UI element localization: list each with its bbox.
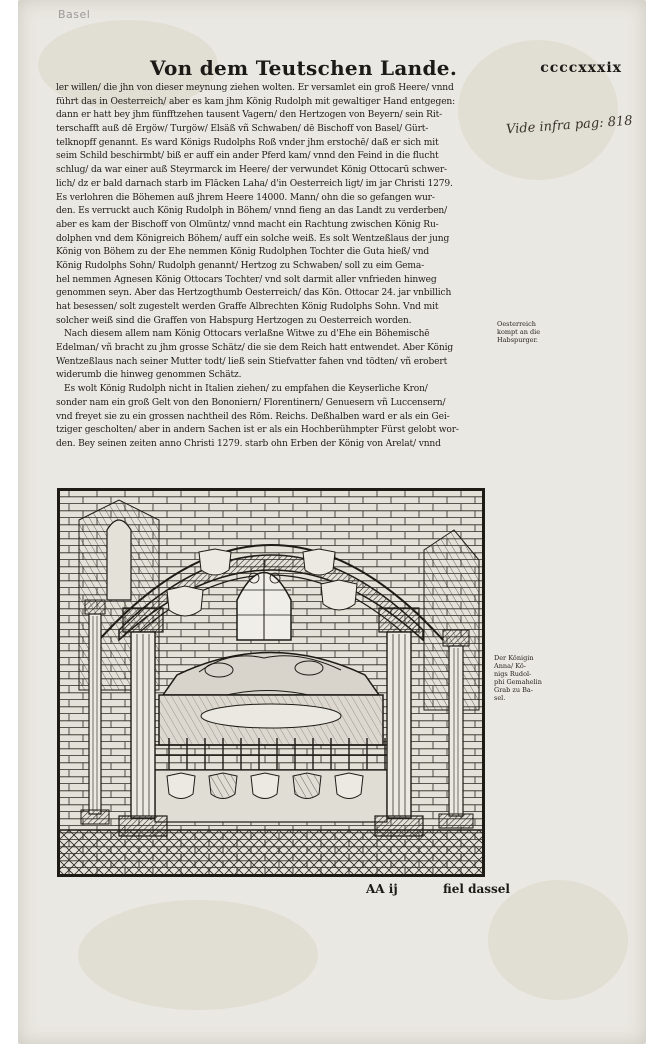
text-line: genommen seyn. Aber das Hertzogthumb Oesterreich/ das Kön. Ottocar 24. jar vnbillich: [56, 288, 452, 299]
text-line: sonder nam ein groß Gelt von den Bononiern/ Florentinern/ Genuesern vñ Luccensern/: [56, 397, 446, 408]
text-line: Wentzeßlaus nach seiner Mutter todt/ ließ sein Stiefvatter fahen vnd tödten/ vñ erobert: [56, 356, 448, 367]
margin-note-line: Oesterreich: [497, 320, 536, 328]
text-line: führt das in Oesterreich/ aber es kam jhm König Rudolph mit gewaltiger Hand entgegen:: [56, 96, 456, 107]
woodcut-drawing: [59, 490, 483, 875]
text-line: den. Es verruckt auch König Rudolph in Böhem/ vnnd fieng an das Landt zu verderben/: [56, 206, 448, 217]
text-line: schlug/ da war einer auß Steyrmarck im Heere/ der verwundet König Ottocarū schwer-: [56, 165, 447, 176]
text-line: Es verlohren die Böhemen auß jhrem Heere 14000. Mann/ ohn die so gefangen wur-: [56, 192, 435, 203]
text-line: widerumb die hinweg genommen Schätz.: [56, 370, 242, 381]
margin-note-line: phi Gemahelin: [494, 678, 542, 686]
text-line: vnd freyet sie zu ein grossen nachtheil des Röm. Reichs. Deßhalben ward er als ein Gei-: [56, 411, 450, 422]
text-line: den. Bey seinen zeiten anno Christi 1279. starb ohn Erben der König von Arelat/ vnnd: [56, 438, 441, 449]
text-line: solcher weiß sind die Graffen von Habspurg Hertzogen zu Oesterreich worden.: [56, 315, 412, 326]
woodcut-tomb-illustration: [57, 488, 485, 877]
text-line: hat besessen/ solt zugestelt werden Graffe Albrechten König Rudolphs Sohn. Vnd mit: [56, 302, 439, 312]
catchword: fiel dassel: [443, 882, 510, 896]
text-line: telknopff genannt. Es ward Königs Rudolphs Roß vnder jhm erstochē/ daß er sich mit: [56, 137, 439, 148]
text-line: aber es kam der Bischoff von Olmüntz/ vnnd macht ein Rachtung zwischen König Ru-: [56, 219, 439, 230]
text-line: tziger gescholten/ aber in andern Sachen ist er als ein Hochberühmpter Fürst gelobt wor-: [56, 425, 459, 436]
margin-note-line: sel.: [494, 694, 506, 702]
text-line: dann er hatt bey jhm fünfftzehen tausent Vagern/ den Hertzogen von Beyern/ sein Rit-: [56, 110, 443, 121]
paper-stain: [78, 900, 318, 1010]
text-line: König Rudolphs Sohn/ Rudolph genannt/ Hertzog zu Schwaben/ soll zu eim Gema-: [56, 260, 425, 271]
running-head: Von dem Teutschen Lande.: [150, 56, 458, 80]
margin-note-line: nigs Rudol-: [494, 670, 532, 678]
text-line: hel nemmen Agnesen König Ottocars Tochter/ vnd solt darmit aller vnfrieden hinweg: [56, 274, 437, 285]
pencil-annotation: Basel: [58, 8, 91, 21]
folio-number: ccccxxxix: [540, 60, 622, 76]
text-line: Nach diesem allem nam König Ottocars verlaßne Witwe zu d'Ehe ein Böhemischē: [64, 329, 430, 340]
text-line: lich/ dz er bald darnach starb im Flācken Laha/ d'in Oesterreich ligt/ im jar Christi 1279.: [56, 178, 453, 189]
text-line: dolphen vnd dem Königreich Böhem/ auff ein solche weiß. Es solt Wentzeßlaus der jung: [56, 233, 450, 244]
text-line: König von Böhem zu der Ehe nemmen König Rudolphen Tochter die Guta hieß/ vnd: [56, 247, 430, 258]
body-text: [56, 82, 490, 452]
margin-note-line: Habspurger.: [497, 336, 538, 344]
text-line: ler willen/ die jhn von dieser meynung ziehen wolten. Er versamlet ein groß Heere/ vnnd: [56, 83, 454, 93]
text-line: terschafft auß dē Ergöw/ Turgöw/ Elsäß vñ Schwaben/ dē Bischoff von Basel/ Gürt-: [56, 124, 429, 135]
paper-stain: [488, 880, 628, 1000]
margin-note-line: Der Königin: [494, 654, 534, 662]
margin-note-line: Anna/ Kö-: [494, 662, 526, 670]
margin-note-line: kompt an die: [497, 328, 541, 336]
text-line: Es wolt König Rudolph nicht in Italien ziehen/ zu empfahen die Keyserliche Kron/: [64, 384, 428, 395]
text-line: seim Schild beschirmbt/ biß er auff ein ander Pferd kam/ vnnd den Feind in die flucht: [56, 151, 439, 162]
margin-note-line: Grab zu Ba-: [494, 686, 533, 694]
handwritten-cross-reference: Vide infra pag: 818: [505, 113, 633, 138]
text-line: Edelman/ vñ bracht zu jhm grosse Schätz/ die sie dem Reich hatt entwendet. Aber König: [56, 343, 453, 354]
signature-mark: AA ij: [366, 882, 398, 896]
margin-note-habsburg: [497, 320, 540, 344]
margin-note-queen-anna: [494, 654, 542, 702]
